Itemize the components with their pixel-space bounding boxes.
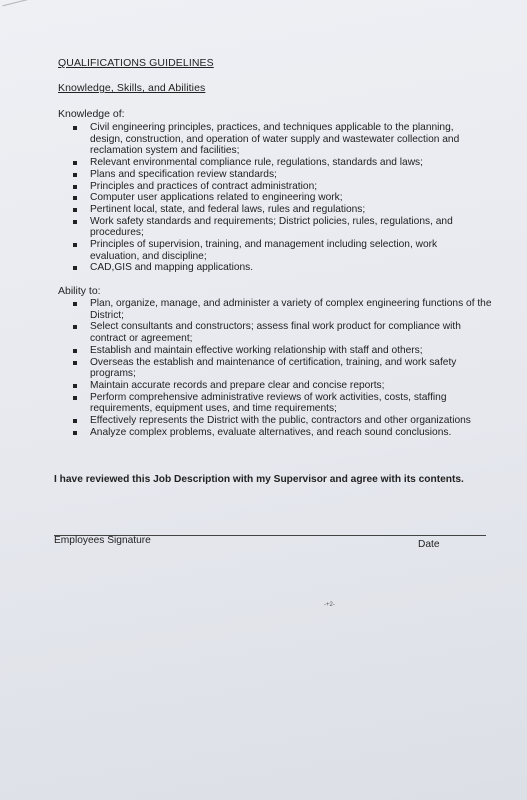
- knowledge-item: Plans and specification review standards;: [70, 169, 485, 181]
- knowledge-item: Civil engineering principles, practices, and techniques applicable to the planning, design, construction, and operation of water supply and wastewater collection and reclamation system and facilities;: [70, 122, 485, 157]
- knowledge-item: Work safety standards and requirements; District policies, rules, regulations, and procedures;: [70, 216, 485, 239]
- knowledge-item: Pertinent local, state, and federal laws, rules and regulations;: [70, 204, 485, 216]
- ability-item: Maintain accurate records and prepare clear and concise reports;: [70, 380, 495, 392]
- acknowledgement-statement: I have reviewed this Job Description with my Supervisor and agree with its contents.: [54, 474, 464, 485]
- date-label: Date: [418, 539, 440, 550]
- ability-item: Overseas the establish and maintenance of certification, training, and work safety programs;: [70, 357, 495, 380]
- knowledge-item: Computer user applications related to engineering work;: [70, 192, 485, 204]
- knowledge-item: CAD,GIS and mapping applications.: [70, 262, 485, 274]
- section-subtitle: Knowledge, Skills, and Abilities: [58, 82, 206, 94]
- ability-item: Effectively represents the District with the public, contractors and other organizations: [70, 415, 495, 427]
- ability-label: Ability to:: [58, 285, 101, 297]
- ability-item: Establish and maintain effective working relationship with staff and others;: [70, 345, 495, 357]
- ability-item: Analyze complex problems, evaluate alternatives, and reach sound conclusions.: [70, 427, 495, 439]
- ability-item: Plan, organize, manage, and administer a variety of complex engineering functions of the District;: [70, 298, 495, 321]
- corner-mark: [2, 0, 47, 24]
- knowledge-item: Relevant environmental compliance rule, regulations, standards and laws;: [70, 157, 485, 169]
- page-number: -+2-: [324, 602, 335, 608]
- knowledge-list: [70, 122, 485, 274]
- knowledge-item: Principles and practices of contract administration;: [70, 181, 485, 193]
- ability-item: Select consultants and constructors; assess final work product for compliance with contract or agreement;: [70, 321, 495, 344]
- ability-item: Perform comprehensive administrative reviews of work activities, costs, staffing requirements, equipment uses, and time requirements;: [70, 392, 495, 415]
- ability-list: [70, 298, 495, 438]
- knowledge-item: Principles of supervision, training, and management including selection, work evaluation, and discipline;: [70, 239, 485, 262]
- knowledge-label: Knowledge of:: [58, 108, 125, 120]
- signature-label: Employees Signature: [54, 535, 151, 546]
- section-title: QUALIFICATIONS GUIDELINES: [58, 57, 214, 69]
